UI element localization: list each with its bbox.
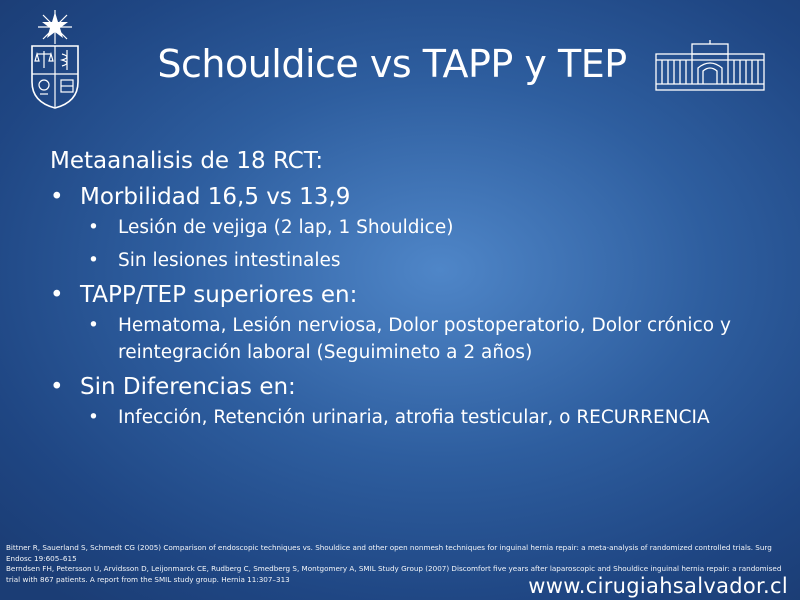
bullet-tapp-tep <box>50 280 760 310</box>
sub-bullet-text: Lesión de vejiga (2 lap, 1 Shouldice) <box>118 217 454 238</box>
reference-item: Berndsen FH, Petersson U, Arvidsson D, Leijonmarck CE, Rudberg C, Smedberg S, Montgomery A, SMIL Study Group (2007) Discomfort five years after laparoscopic and Shouldice inguinal hernia repair: a randomised trial with 867 patients. A report from the SMIL study group. Hernia 11:307–313 <box>6 564 782 584</box>
bullet-morbilidad <box>50 182 760 212</box>
bullet-dot: • <box>88 250 99 271</box>
slide-title: Schouldice vs TAPP y TEP <box>157 42 627 86</box>
bullet-dot: • <box>88 407 99 428</box>
bullet-dot: • <box>50 374 64 400</box>
sub-bullet <box>50 247 760 274</box>
bullet-label: Morbilidad 16,5 vs 13,9 <box>80 184 351 210</box>
bullet-dot: • <box>50 184 64 210</box>
sub-bullet <box>50 214 760 241</box>
sub-bullet <box>50 404 760 431</box>
reference-item: Bittner R, Sauerland S, Schmedt CG (2005) Comparison of endoscopic techniques vs. Shouldice and other open nonmesh techniques for inguinal hernia repair: a meta-analysis of randomized controlled trials. Surg Endosc 19:605–615 <box>6 543 772 563</box>
website-url: www.cirugiahsalvador.cl <box>528 574 788 598</box>
bullet-dot: • <box>50 282 64 308</box>
bullet-label: Sin Diferencias en: <box>80 374 296 400</box>
bullet-label: TAPP/TEP superiores en: <box>80 282 358 308</box>
lead-line: Metaanalisis de 18 RCT: <box>50 148 324 174</box>
sub-bullet-text: Hematoma, Lesión nerviosa, Dolor postoperatorio, Dolor crónico y reintegración laboral (Seguimineto a 2 años) <box>118 315 731 363</box>
bullet-dot: • <box>88 217 99 238</box>
bullet-dot: • <box>88 315 99 336</box>
sub-bullet-text: Sin lesiones intestinales <box>118 250 341 271</box>
bullet-sin-diferencias <box>50 372 760 402</box>
sub-bullet <box>50 312 760 366</box>
sub-bullet-text: Infección, Retención urinaria, atrofia testicular, o RECURRENCIA <box>118 407 710 428</box>
slide-body <box>50 148 760 437</box>
